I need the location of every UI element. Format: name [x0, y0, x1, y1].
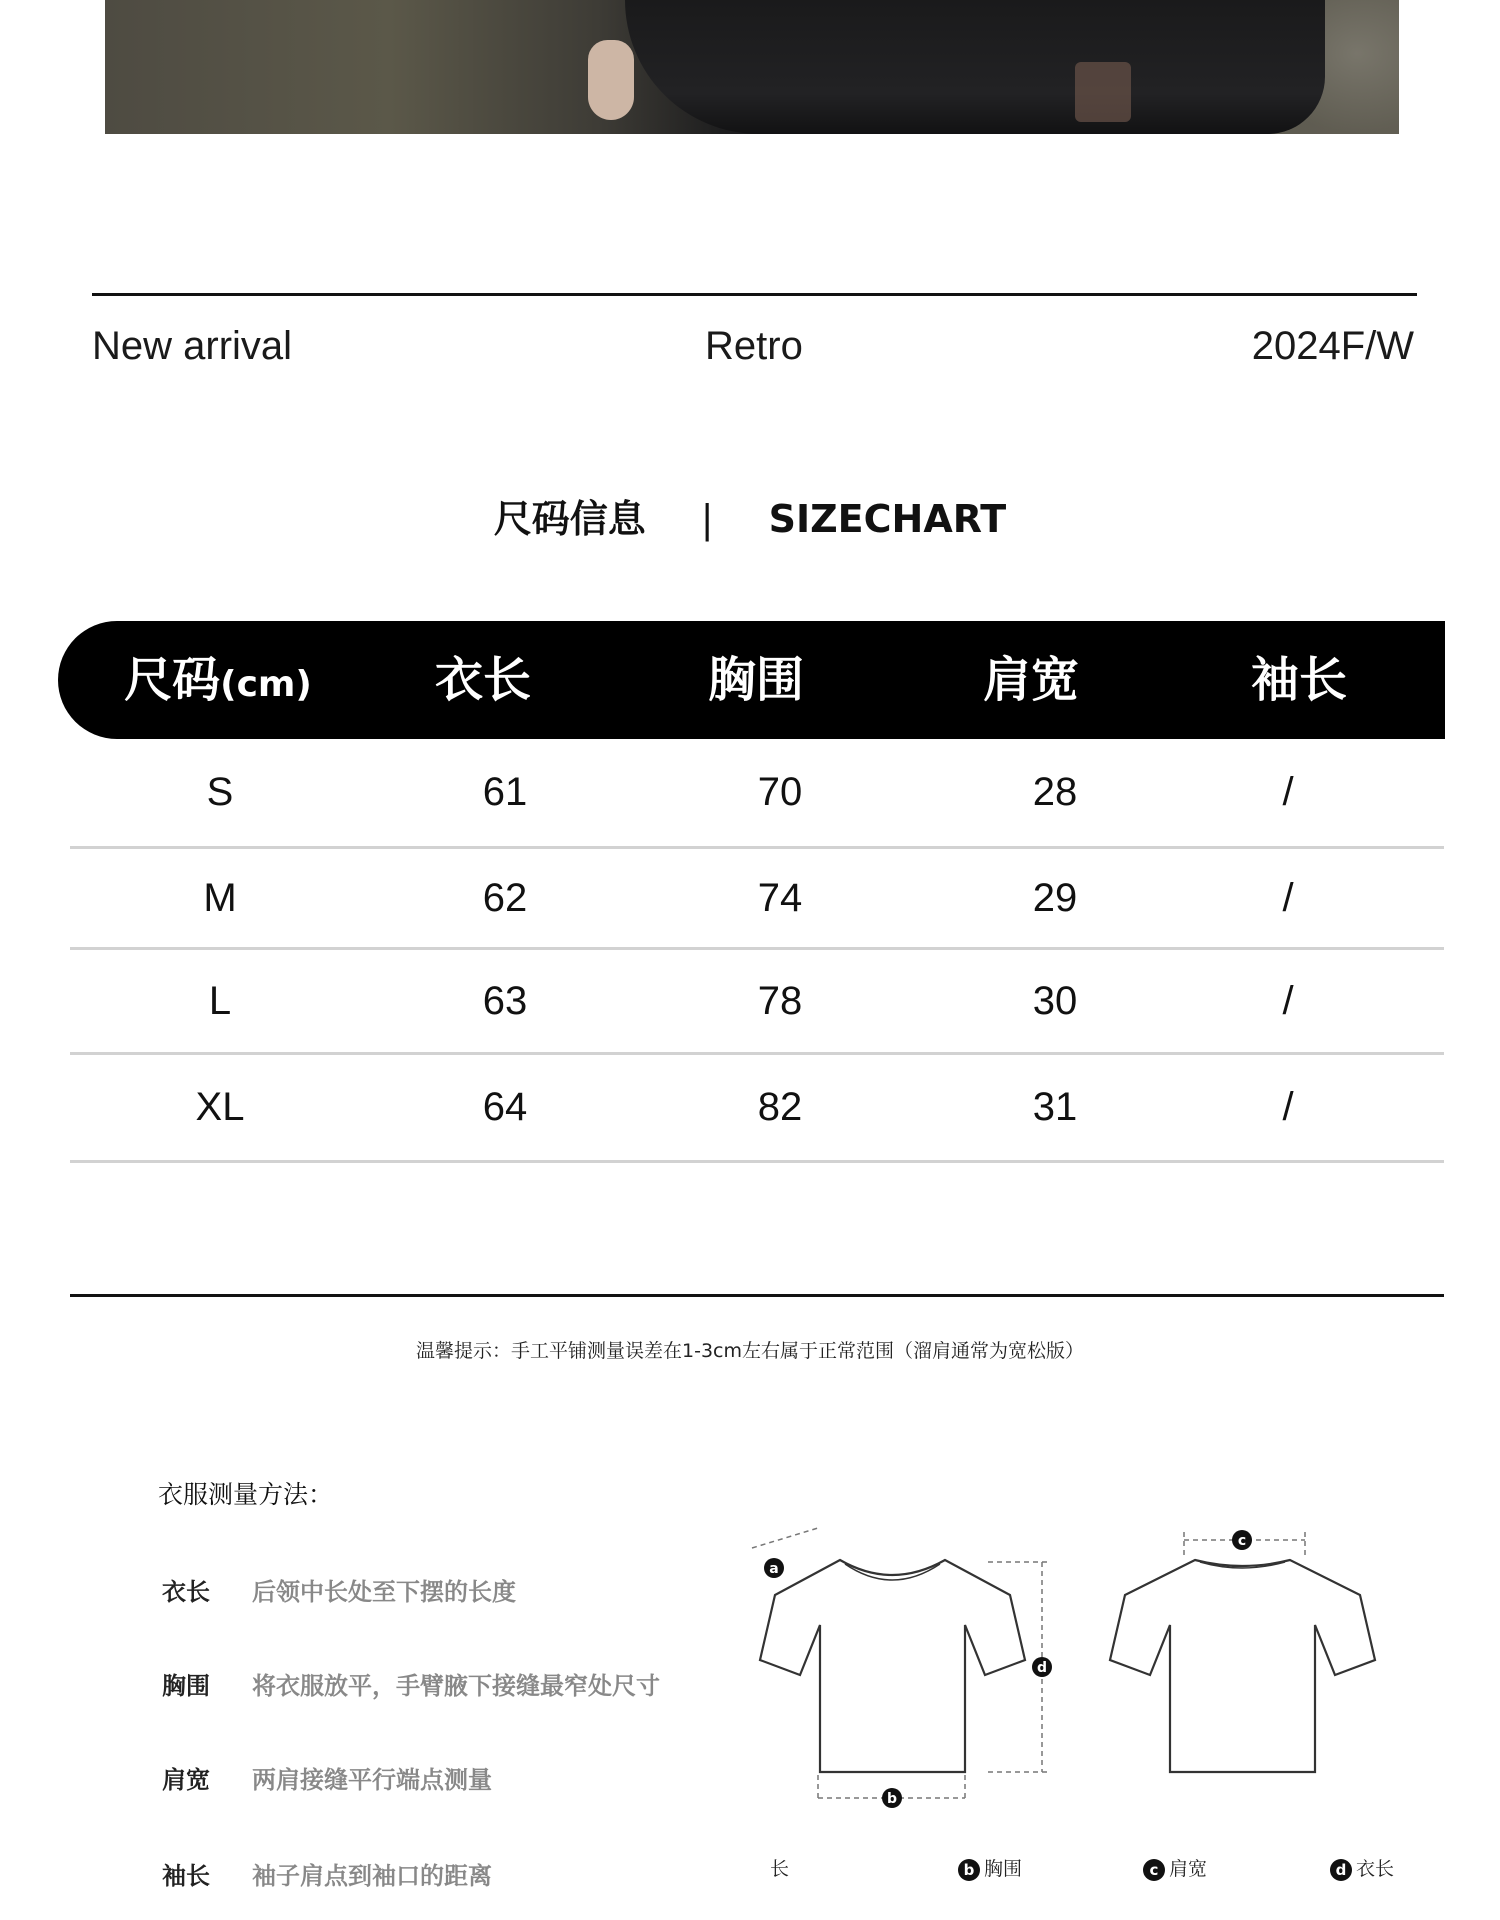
- method-item-length: 衣长 后领中长处至下摆的长度: [162, 1578, 516, 1606]
- section-heading: [0, 488, 1500, 543]
- size-table-header: [58, 621, 1445, 739]
- legend-chest: b 胸围: [958, 1854, 1022, 1881]
- method-item-chest: 胸围 将衣服放平，手臂腋下接缝最窄处尺寸: [162, 1672, 660, 1700]
- tag-season: 2024F/W: [1251, 324, 1414, 368]
- table-cell: /: [1282, 876, 1294, 920]
- table-row: [70, 1055, 1444, 1163]
- col-length: 衣长: [434, 652, 531, 708]
- table-cell: /: [1282, 1085, 1294, 1129]
- table-cell: L: [208, 978, 232, 1023]
- col-size: 尺码(cm): [124, 652, 312, 708]
- method-item-sleeve: 袖长 袖子肩点到袖口的距离: [162, 1862, 492, 1890]
- svg-text:b: b: [886, 1791, 898, 1807]
- table-cell: S: [206, 770, 234, 814]
- tag-new-arrival: New arrival: [92, 324, 293, 368]
- table-cell: /: [1282, 978, 1294, 1023]
- col-sleeve: 袖长: [1250, 652, 1347, 708]
- tee-back-outline: [1110, 1560, 1375, 1772]
- garment-diagram: [730, 1510, 1410, 1810]
- table-row: [70, 850, 1444, 950]
- col-shoulder: 肩宽: [982, 652, 1079, 708]
- tag-retro: Retro: [705, 324, 803, 368]
- legend-length: 长: [770, 1858, 790, 1880]
- svg-text:d: d: [1036, 1660, 1048, 1676]
- table-cell: 63: [482, 978, 528, 1023]
- table-row: [70, 950, 1444, 1055]
- row-divider: [70, 1160, 1444, 1163]
- table-cell: XL: [195, 1085, 245, 1129]
- method-title: 衣服测量方法：: [158, 1480, 334, 1509]
- svg-text:a: a: [769, 1561, 779, 1577]
- table-cell: 29: [1032, 876, 1078, 920]
- svg-text:c: c: [1237, 1533, 1247, 1549]
- method-item-shoulder: 肩宽 两肩接缝平行端点测量: [162, 1766, 492, 1794]
- table-cell: /: [1282, 770, 1294, 814]
- row-divider: [70, 846, 1444, 849]
- table-cell: 64: [482, 1085, 528, 1129]
- table-cell: 70: [757, 770, 803, 814]
- table-cell: 61: [482, 770, 528, 814]
- divider-bottom: [70, 1294, 1444, 1297]
- heading-cn: 尺码信息: [493, 497, 646, 541]
- table-cell: 31: [1032, 1085, 1078, 1129]
- col-chest: 胸围: [707, 652, 804, 708]
- heading-en: SIZECHART: [768, 497, 1007, 541]
- product-photo: [105, 0, 1399, 134]
- legend-shoulder: c 肩宽: [1143, 1854, 1207, 1881]
- table-cell: M: [203, 876, 237, 920]
- divider-top: [92, 293, 1417, 296]
- heading-separator: |: [700, 497, 714, 541]
- tee-front-outline: [760, 1560, 1025, 1772]
- table-cell: 28: [1032, 770, 1078, 814]
- table-cell: 82: [757, 1085, 803, 1129]
- measurement-note: 温馨提示：手工平铺测量误差在1-3cm左右属于正常范围（溜肩通常为宽松版）: [416, 1340, 1084, 1362]
- legend-garment-length: d 衣长: [1330, 1854, 1394, 1881]
- table-cell: 74: [757, 876, 803, 920]
- table-cell: 78: [757, 978, 803, 1023]
- table-row: [70, 739, 1444, 849]
- table-cell: 62: [482, 876, 528, 920]
- table-cell: 30: [1032, 978, 1078, 1023]
